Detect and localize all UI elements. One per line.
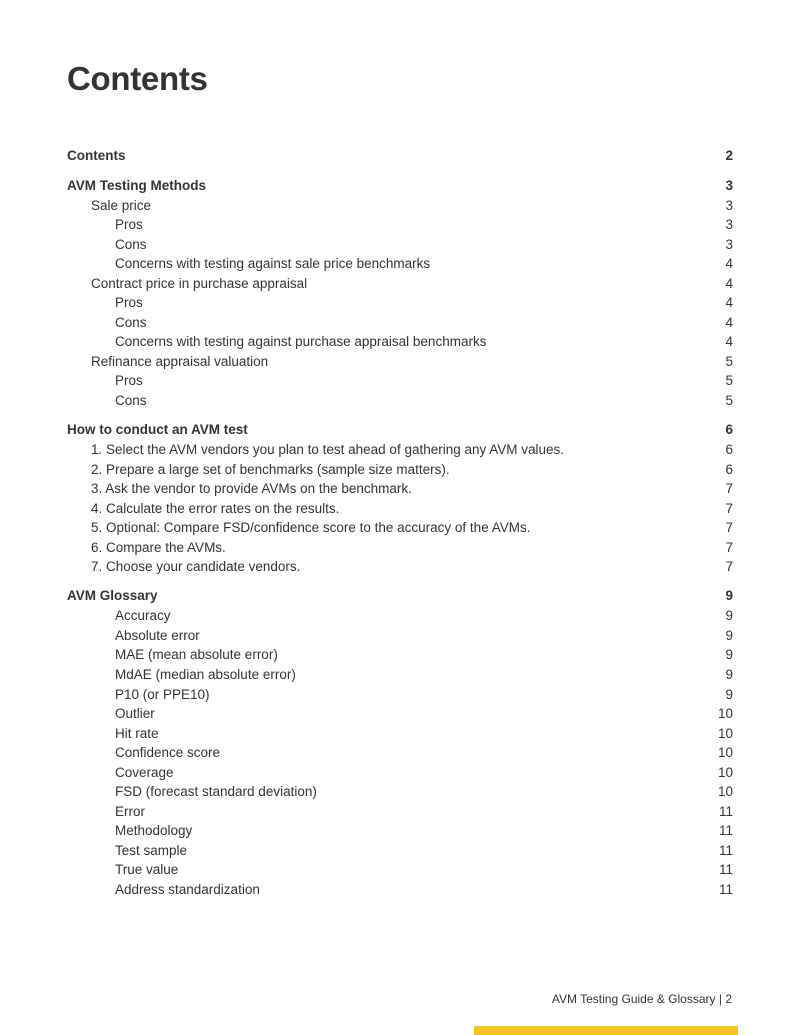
toc-entry[interactable] bbox=[67, 538, 733, 558]
toc-entry[interactable] bbox=[67, 479, 733, 499]
toc-entry[interactable] bbox=[67, 860, 733, 880]
table-of-contents bbox=[67, 145, 733, 908]
toc-entry-label: Hit rate bbox=[115, 725, 159, 741]
toc-page-number: 7 bbox=[725, 520, 733, 536]
toc-entry-label: 5. Optional: Compare FSD/confidence score to the accuracy of the AVMs. bbox=[91, 520, 531, 536]
toc-entry[interactable] bbox=[67, 215, 733, 235]
toc-entry[interactable] bbox=[67, 665, 733, 685]
toc-entry[interactable] bbox=[67, 460, 733, 480]
toc-entry[interactable] bbox=[67, 352, 733, 372]
toc-entry[interactable] bbox=[67, 821, 733, 841]
toc-heading[interactable] bbox=[67, 585, 733, 606]
toc-entry-label: Concerns with testing against sale price benchmarks bbox=[115, 256, 431, 272]
toc-entry-label: 1. Select the AVM vendors you plan to test ahead of gathering any AVM values. bbox=[91, 442, 565, 458]
toc-entry[interactable] bbox=[67, 841, 733, 861]
toc-entry-label: Cons bbox=[115, 314, 147, 330]
toc-entry[interactable] bbox=[67, 743, 733, 763]
toc-entry-label: Pros bbox=[115, 295, 143, 311]
toc-entry[interactable] bbox=[67, 371, 733, 391]
toc-entry-label: 6. Compare the AVMs. bbox=[91, 539, 226, 555]
toc-entry-label: Coverage bbox=[115, 764, 174, 780]
toc-entry-label: Contents bbox=[67, 148, 126, 163]
toc-page-number: 9 bbox=[725, 588, 733, 604]
toc-section bbox=[67, 145, 733, 166]
toc-page-number: 7 bbox=[725, 481, 733, 497]
toc-page-number: 10 bbox=[717, 764, 733, 780]
toc-entry[interactable] bbox=[67, 391, 733, 411]
toc-entry[interactable] bbox=[67, 196, 733, 216]
toc-page-number: 3 bbox=[725, 236, 733, 252]
toc-heading[interactable] bbox=[67, 145, 733, 166]
toc-entry[interactable] bbox=[67, 802, 733, 822]
toc-page-number: 7 bbox=[725, 559, 733, 575]
toc-entry[interactable] bbox=[67, 518, 733, 538]
toc-page-number: 9 bbox=[725, 647, 733, 663]
toc-entry-label: Test sample bbox=[115, 842, 188, 858]
footer-accent-bar bbox=[474, 1026, 738, 1035]
toc-entry-label: Cons bbox=[115, 392, 147, 408]
toc-entry-label: How to conduct an AVM test bbox=[67, 422, 248, 438]
toc-page-number: 3 bbox=[725, 197, 733, 213]
toc-page-number: 9 bbox=[725, 627, 733, 643]
toc-page-number: 10 bbox=[717, 784, 733, 800]
toc-page-number: 4 bbox=[725, 295, 733, 311]
toc-page-number: 11 bbox=[718, 862, 733, 878]
toc-page-number: 11 bbox=[718, 882, 733, 897]
toc-page-number: 11 bbox=[718, 803, 733, 819]
toc-entry-label: Absolute error bbox=[115, 627, 200, 643]
toc-page-number: 4 bbox=[725, 256, 733, 272]
page-title: Contents bbox=[67, 60, 208, 97]
toc-entry[interactable] bbox=[67, 645, 733, 665]
toc-page-number: 4 bbox=[725, 334, 733, 350]
toc-entry-label: Sale price bbox=[91, 197, 152, 213]
toc-section bbox=[67, 419, 733, 577]
toc-entry[interactable] bbox=[67, 274, 733, 294]
toc-entry[interactable] bbox=[67, 332, 733, 352]
toc-entry[interactable] bbox=[67, 763, 733, 783]
toc-entry-label: Pros bbox=[115, 217, 143, 233]
toc-entry-label: MAE (mean absolute error) bbox=[115, 647, 278, 663]
toc-entry[interactable] bbox=[67, 626, 733, 646]
toc-section bbox=[67, 175, 733, 411]
toc-entry[interactable] bbox=[67, 293, 733, 313]
toc-page-number: 7 bbox=[725, 539, 733, 555]
toc-entry-label: Pros bbox=[115, 373, 143, 389]
toc-entry-label: 7. Choose your candidate vendors. bbox=[91, 559, 301, 575]
toc-page-number: 5 bbox=[725, 373, 733, 389]
toc-entry-label: Address standardization bbox=[115, 882, 260, 897]
toc-entry[interactable] bbox=[67, 782, 733, 802]
toc-page-number: 10 bbox=[717, 706, 733, 722]
toc-entry-label: P10 (or PPE10) bbox=[115, 686, 210, 702]
toc-page-number: 9 bbox=[725, 608, 733, 624]
toc-entry[interactable] bbox=[67, 440, 733, 460]
toc-page-number: 2 bbox=[725, 148, 733, 163]
toc-page-number: 3 bbox=[725, 217, 733, 233]
toc-entry-label: AVM Testing Methods bbox=[67, 177, 206, 193]
toc-entry[interactable] bbox=[67, 704, 733, 724]
toc-entry-label: Refinance appraisal valuation bbox=[91, 353, 269, 369]
toc-entry[interactable] bbox=[67, 880, 733, 900]
toc-entry[interactable] bbox=[67, 254, 733, 274]
toc-entry[interactable] bbox=[67, 606, 733, 626]
toc-entry-label: Outlier bbox=[115, 706, 155, 722]
toc-page-number: 10 bbox=[717, 745, 733, 761]
toc-entry-label: Confidence score bbox=[115, 745, 221, 761]
toc-page-number: 5 bbox=[725, 392, 733, 408]
page-footer: AVM Testing Guide & Glossary | 2 bbox=[551, 992, 732, 1006]
toc-entry-label: Concerns with testing against purchase appraisal benchmarks bbox=[115, 334, 487, 350]
toc-entry[interactable] bbox=[67, 499, 733, 519]
toc-entry[interactable] bbox=[67, 313, 733, 333]
toc-page-number: 4 bbox=[725, 314, 733, 330]
toc-entry-label: Error bbox=[115, 803, 145, 819]
toc-entry[interactable] bbox=[67, 557, 733, 577]
toc-entry[interactable] bbox=[67, 685, 733, 705]
toc-page-number: 11 bbox=[718, 823, 733, 839]
toc-entry-label: Accuracy bbox=[115, 608, 171, 624]
toc-page-number: 10 bbox=[717, 725, 733, 741]
toc-entry-label: True value bbox=[115, 862, 179, 878]
toc-page-number: 11 bbox=[718, 842, 733, 858]
toc-heading[interactable] bbox=[67, 175, 733, 196]
toc-entry-label: Cons bbox=[115, 236, 147, 252]
toc-entry-label: MdAE (median absolute error) bbox=[115, 666, 296, 682]
toc-entry-label: Methodology bbox=[115, 823, 193, 839]
toc-heading[interactable] bbox=[67, 419, 733, 440]
toc-page-number: 9 bbox=[725, 666, 733, 682]
toc-entry[interactable] bbox=[67, 724, 733, 744]
toc-entry-label: 2. Prepare a large set of benchmarks (sample size matters). bbox=[91, 461, 450, 477]
toc-entry[interactable] bbox=[67, 235, 733, 255]
toc-entry-label: 4. Calculate the error rates on the results. bbox=[91, 500, 340, 516]
toc-entry-label: FSD (forecast standard deviation) bbox=[115, 784, 317, 800]
toc-page-number: 7 bbox=[725, 500, 733, 516]
toc-section bbox=[67, 585, 733, 899]
toc-page-number: 9 bbox=[725, 686, 733, 702]
toc-entry-label: Contract price in purchase appraisal bbox=[91, 275, 308, 291]
toc-entry-label: 3. Ask the vendor to provide AVMs on the benchmark. bbox=[91, 481, 412, 497]
toc-entry-label: AVM Glossary bbox=[67, 588, 158, 604]
toc-page-number: 6 bbox=[725, 442, 733, 458]
toc-page-number: 6 bbox=[725, 461, 733, 477]
toc-page-number: 6 bbox=[725, 422, 733, 438]
toc-page-number: 5 bbox=[725, 353, 733, 369]
toc-page-number: 4 bbox=[725, 275, 733, 291]
toc-page-number: 3 bbox=[725, 177, 733, 193]
